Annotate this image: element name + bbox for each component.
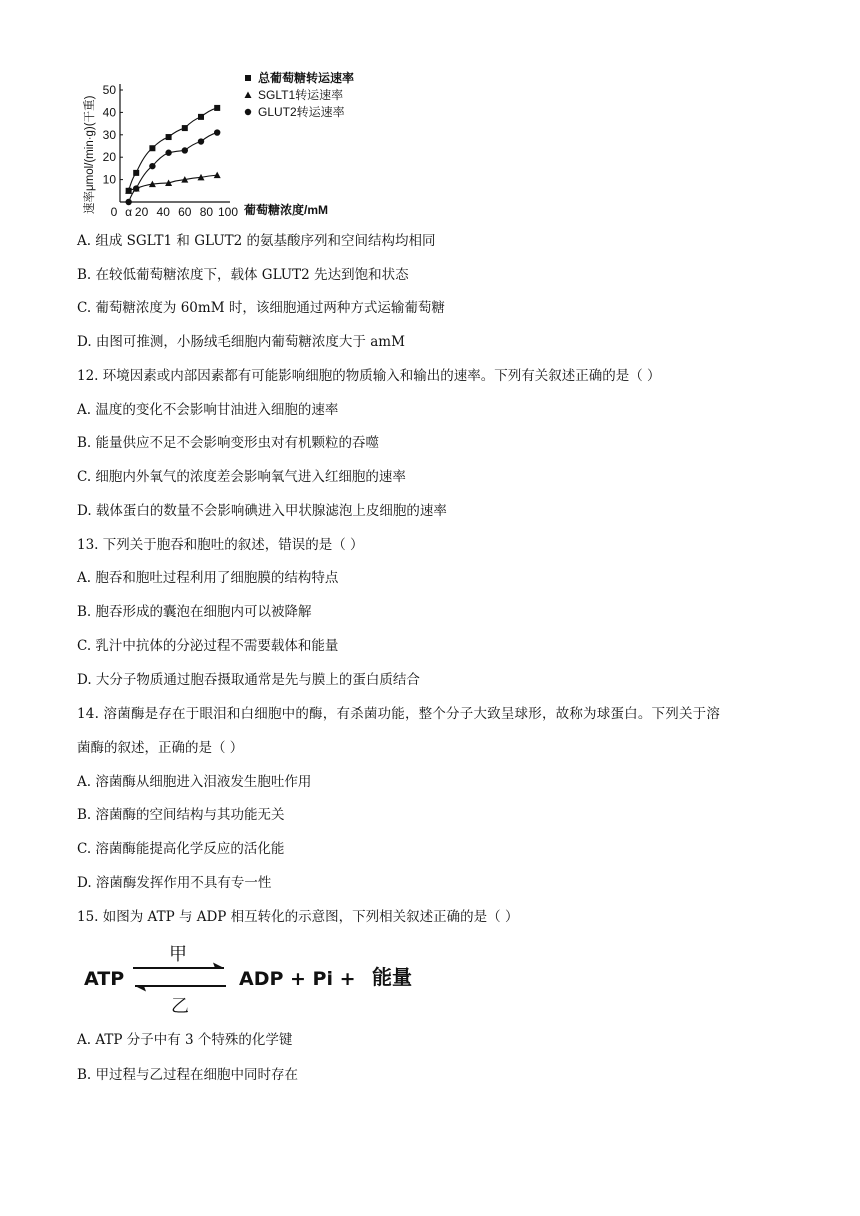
q14-option-c: C. 溶菌酶能提高化学反应的活化能 — [77, 841, 285, 857]
q12-option-b: B. 能量供应不足不会影响变形虫对有机颗粒的吞噬 — [77, 435, 380, 451]
series-3-point — [133, 185, 139, 191]
legend-label-2: SGLT1转运速率 — [258, 88, 344, 102]
energy-label: 能量 — [372, 965, 412, 989]
atp-label: ATP — [84, 968, 125, 990]
y-axis-label: 速率μmol/(min·g)(干重) — [84, 95, 96, 214]
q13-option-c: C. 乳汁中抗体的分泌过程不需要载体和能量 — [77, 638, 339, 654]
chart-series — [125, 105, 221, 205]
process-jia-label: 甲 — [169, 944, 187, 965]
x-axis-label: 葡萄糖浓度/mM — [244, 203, 329, 217]
y-tick-label: 50 — [102, 83, 116, 97]
q13-option-b: B. 胞吞形成的囊泡在细胞内可以被降解 — [77, 604, 312, 620]
series-3-point — [198, 138, 204, 144]
q11-option-b: B. 在较低葡萄糖浓度下，载体 GLUT2 先达到饱和状态 — [77, 267, 409, 283]
q12-option-d: D. 载体蛋白的数量不会影响碘进入甲状腺滤泡上皮细胞的速率 — [77, 503, 447, 519]
glucose-transport-chart — [78, 66, 398, 222]
y-tick-label: 40 — [102, 105, 116, 120]
series-line-3 — [129, 133, 218, 202]
legend-marker-1 — [245, 75, 251, 81]
q15-option-a: A. ATP 分子中有 3 个特殊的化学键 — [77, 1032, 293, 1048]
x-tick-label: 0 — [110, 205, 118, 219]
y-tick-label: 20 — [102, 150, 116, 165]
chart-legend — [245, 70, 355, 119]
x-tick-label: 40 — [156, 205, 170, 219]
x-tick-label: 60 — [178, 205, 192, 219]
y-tick-label: 30 — [102, 127, 116, 142]
legend-label-3: GLUT2转运速率 — [258, 105, 345, 119]
q12-stem: 12. 环境因素或内部因素都有可能影响细胞的物质输入和输出的速率。下列有关叙述正确的是（ ） — [77, 368, 661, 384]
q14-option-d: D. 溶菌酶发挥作用不具有专一性 — [77, 875, 272, 891]
series-1-point — [133, 170, 139, 176]
legend-label-1: 总葡萄糖转运速率 — [258, 71, 355, 85]
legend-marker-3 — [245, 109, 251, 115]
q11-option-d: D. 由图可推测，小肠绒毛细胞内葡萄糖浓度大于 amM — [77, 334, 405, 350]
series-3-point — [149, 163, 155, 169]
q14-option-b: B. 溶菌酶的空间结构与其功能无关 — [77, 807, 285, 823]
y-tick-label: 10 — [102, 172, 116, 187]
q14-stem-line2: 菌酶的叙述，正确的是（ ） — [77, 740, 244, 756]
series-1-point — [166, 134, 172, 140]
q15-option-b: B. 甲过程与乙过程在细胞中同时存在 — [77, 1067, 299, 1083]
q11-option-a: A. 组成 SGLT1 和 GLUT2 的氨基酸序列和空间结构均相同 — [77, 233, 436, 249]
q15-stem: 15. 如图为 ATP 与 ADP 相互转化的示意图，下列相关叙述正确的是（ ） — [77, 909, 519, 925]
x-tick-label: 20 — [134, 205, 149, 219]
legend-marker-2 — [245, 92, 252, 99]
q13-stem: 13. 下列关于胞吞和胞吐的叙述，错误的是（ ） — [77, 537, 364, 553]
series-1-point — [182, 125, 188, 131]
series-1-point — [198, 114, 204, 120]
q13-option-d: D. 大分子物质通过胞吞摄取通常是先与膜上的蛋白质结合 — [77, 672, 420, 688]
series-1-point — [149, 145, 155, 151]
x-tick-label: 100 — [217, 205, 239, 219]
q12-option-a: A. 温度的变化不会影响甘油进入细胞的速率 — [77, 402, 339, 418]
q13-option-a: A. 胞吞和胞吐过程利用了细胞膜的结构特点 — [77, 570, 339, 586]
x-tick-label: α — [125, 205, 133, 219]
process-yi-label: 乙 — [171, 996, 189, 1017]
q11-option-c: C. 葡萄糖浓度为 60mM 时，该细胞通过两种方式运输葡萄糖 — [77, 300, 445, 316]
q14-option-a: A. 溶菌酶从细胞进入泪液发生胞吐作用 — [77, 774, 312, 790]
adp-pi-label: ADP + Pi + — [239, 968, 356, 990]
q14-stem-line1: 14. 溶菌酶是存在于眼泪和白细胞中的酶，有杀菌功能，整个分子大致呈球形，故称为球蛋白。下列关于溶 — [77, 706, 721, 722]
series-3-point — [182, 147, 188, 153]
x-tick-label: 80 — [199, 205, 214, 219]
series-3-point — [125, 199, 131, 205]
q12-option-c: C. 细胞内外氧气的浓度差会影响氧气进入红细胞的速率 — [77, 469, 406, 485]
atp-adp-conversion-diagram — [78, 936, 438, 1018]
series-1-point — [214, 105, 220, 111]
series-3-point — [214, 129, 220, 135]
series-3-point — [165, 150, 171, 156]
